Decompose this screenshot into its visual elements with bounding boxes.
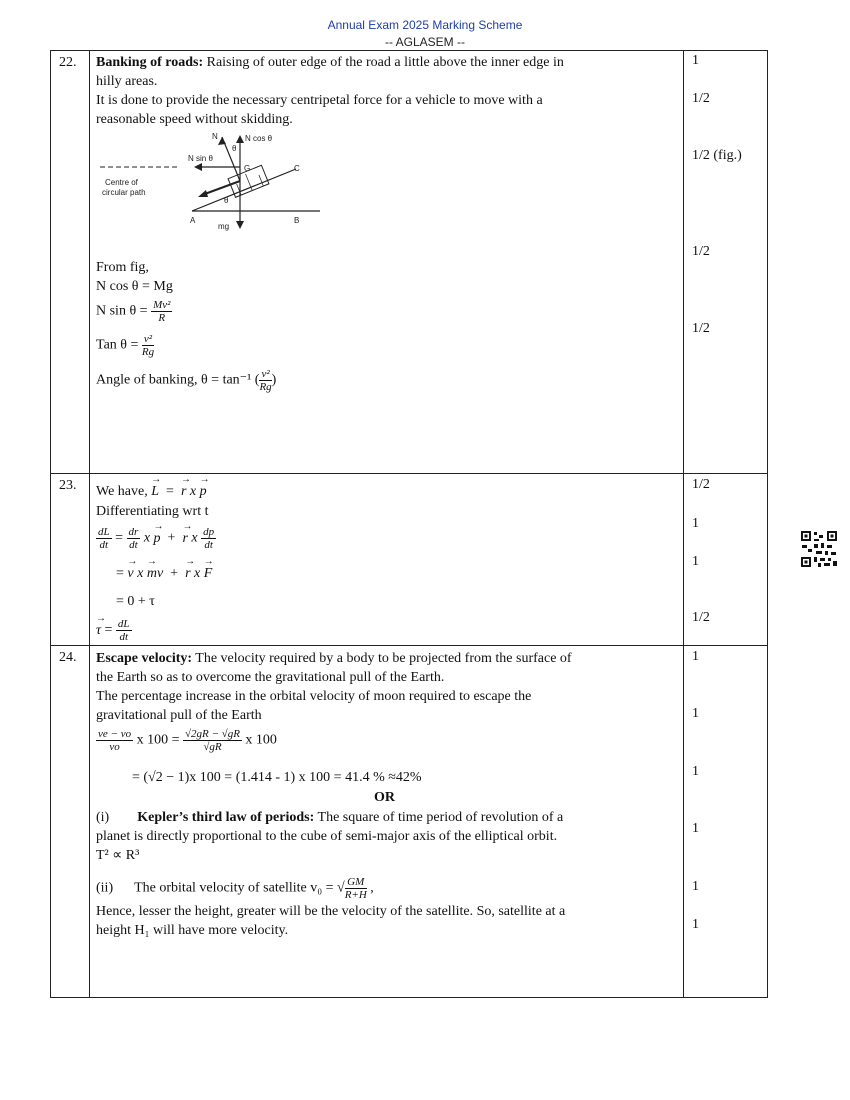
question-number: 24. <box>59 650 77 665</box>
kepler-law: T² ∝ R³ <box>96 848 140 863</box>
plus-sign: + <box>167 530 176 546</box>
dr-numerator: dr <box>128 526 139 538</box>
mark: 1 <box>692 706 699 721</box>
mark: 1/2 <box>692 91 710 106</box>
kepler-title: Kepler’s third law of periods: <box>137 810 315 825</box>
fig-label-c: C <box>294 164 300 173</box>
mark: 1 <box>692 764 699 779</box>
cross-sign: x <box>191 530 198 546</box>
eq3-lhs: Tan θ = <box>96 337 139 353</box>
we-have-text: We have, <box>96 484 148 499</box>
definition-line <box>96 649 572 668</box>
velocity-denominator: vo <box>109 741 120 753</box>
percentage-equation <box>96 728 277 753</box>
kepler-definition-2: planet is directly proportional to the cube of semi-major axis of the elliptical orbit. <box>96 829 558 844</box>
dl-dt-fraction <box>116 618 132 643</box>
angular-momentum-def <box>96 482 207 501</box>
times-100: x 100 = <box>136 732 180 748</box>
eq4-numerator: v² <box>259 368 271 381</box>
dt-denominator: dt <box>99 539 109 551</box>
dt-denominator: dt <box>204 539 213 551</box>
cross-sign: x <box>194 566 201 581</box>
question-number: 22. <box>59 55 77 70</box>
vector-l: → L <box>151 482 159 501</box>
mark: 1/2 <box>692 321 710 336</box>
orbital-velocity-text: The orbital velocity of satellite v₀ = <box>134 880 334 896</box>
question-row-24 <box>51 646 768 998</box>
fig-label-centre: Centre of <box>105 178 138 187</box>
mark: 1 <box>692 879 699 894</box>
term-title: Banking of roads: <box>96 55 204 70</box>
fig-label-nsin: N sin θ <box>188 154 213 163</box>
sqrt-fraction <box>183 728 242 753</box>
purpose-text-2: reasonable speed without skidding. <box>96 112 293 127</box>
eq3-numerator: v² <box>142 333 154 346</box>
mark: 1 <box>692 649 699 664</box>
gm-fraction <box>345 876 367 901</box>
calculation-result: = (√2 − 1)x 100 = (1.414 - 1) x 100 = 41.4 % ≈42% <box>132 770 422 785</box>
sqrt-denominator: √gR <box>203 741 222 753</box>
equation-1: N cos θ = Mg <box>96 279 173 294</box>
purpose-text: It is done to provide the necessary centripetal force for a vehicle to move with a <box>96 93 543 108</box>
marking-scheme-table <box>50 50 768 998</box>
mark: 1/2 (fig.) <box>692 148 742 163</box>
question-row-22 <box>51 51 768 474</box>
eq3-fraction <box>142 333 154 358</box>
definition-line <box>96 53 564 72</box>
fig-label-b: B <box>294 216 300 225</box>
cross-sign: x <box>189 484 197 499</box>
eq2-lhs: N sin θ = <box>96 303 148 319</box>
definition-text: The velocity required by a body to be projected from the surface of <box>192 651 572 666</box>
mark: 1/2 <box>692 610 710 625</box>
term-title: Escape velocity: <box>96 651 193 666</box>
zero-plus-tau: = 0 + τ <box>116 594 155 609</box>
vector-v: → v <box>127 564 133 583</box>
conclusion-text: Hence, lesser the height, greater will be the velocity of the satellite. So, satellite at a <box>96 904 566 919</box>
vector-p: → p <box>154 529 161 548</box>
vector-mv: → mv <box>147 564 163 583</box>
kepler-line <box>96 808 563 827</box>
dt-denominator: dt <box>129 539 138 551</box>
mark: 1 <box>692 516 699 531</box>
fig-label-circular-path: circular path <box>102 188 146 197</box>
gm-denominator: R+H <box>344 889 367 901</box>
qr-code-icon <box>800 530 838 568</box>
part-i-label: (i) <box>96 810 110 825</box>
eq2-numerator: Mv² <box>153 299 171 311</box>
part-ii-label: (ii) <box>96 880 114 896</box>
kepler-definition: The square of time period of revolution of a <box>314 810 564 825</box>
eq4-rhs: ) <box>271 372 277 388</box>
fig-label-ncos: N cos θ <box>245 134 273 143</box>
fig-label-g: G <box>244 164 251 173</box>
definition-text-2: the Earth so as to overcome the gravitational pull of the Earth. <box>96 670 445 685</box>
definition-text: Raising of outer edge of the road a little above the inner edge in <box>203 55 564 70</box>
eq2-fraction <box>151 299 172 324</box>
question-row-23 <box>51 474 768 646</box>
vector-f: → F <box>204 564 213 583</box>
eq4-fraction <box>259 368 271 393</box>
cross-sign: x <box>143 530 151 546</box>
dp-dt-fraction <box>201 526 216 551</box>
percentage-text: The percentage increase in the orbital velocity of moon required to escape the <box>96 689 532 704</box>
cross-sign: x <box>137 566 144 581</box>
mark: 1 <box>692 554 699 569</box>
gm-numerator: GM <box>345 876 367 889</box>
fig-label-mg: mg <box>218 222 230 231</box>
vector-tau: → τ <box>96 621 101 640</box>
equals-sign: = <box>166 484 174 499</box>
fig-label-n: N <box>212 133 218 141</box>
torque-equation: → τ = $\frac{dL}{dt}$ <box>96 618 132 643</box>
definition-text-2: hilly areas. <box>96 74 158 89</box>
mark: 1/2 <box>692 244 710 259</box>
eq3-denominator: Rg <box>141 346 155 358</box>
dl-numerator: dL <box>98 526 110 538</box>
vector-p: → p <box>200 482 207 501</box>
times-100-b: x 100 <box>245 732 277 748</box>
vector-r: → r <box>185 564 190 583</box>
question-number: 23. <box>59 478 77 493</box>
dl-numerator: dL <box>117 618 130 630</box>
substitution-equation: = → v x → mv + → r x → F <box>116 564 212 583</box>
derivative-equation: $\frac{dL}{dt}$ = $\frac{dr}{dt}$ x → p + → r x $\frac{dp}{dt}$ <box>96 526 216 551</box>
fig-label-theta-bottom: θ <box>224 196 229 205</box>
dr-dt-fraction <box>127 526 141 551</box>
dl-dt-fraction <box>96 526 112 551</box>
eq4-denominator: Rg <box>259 381 272 393</box>
or-separator: OR <box>374 790 395 805</box>
plus-sign: + <box>170 566 179 581</box>
equation-2 <box>96 299 172 324</box>
comma: , <box>370 880 374 896</box>
header-site: -- AGLASEM -- <box>384 35 465 49</box>
orbital-velocity-line: (ii) The orbital velocity of satellite v₀ = √ $\frac{GM}{R+H}$ , <box>96 876 374 901</box>
sqrt-numerator: √2gR − √gR <box>184 728 240 740</box>
velocity-ratio-fraction <box>96 728 133 753</box>
mark: 1 <box>692 821 699 836</box>
percentage-text-2: gravitational pull of the Earth <box>96 708 262 723</box>
vector-r: → r <box>181 482 186 501</box>
fig-label-a: A <box>190 216 196 225</box>
vector-r: → r <box>182 529 187 548</box>
differentiating-text: Differentiating wrt t <box>96 504 209 519</box>
fig-label-theta-top: θ <box>232 144 237 153</box>
eq2-denominator: R <box>158 312 166 324</box>
header-title: Annual Exam 2025 Marking Scheme <box>327 18 523 32</box>
banked-road-diagram <box>100 133 330 233</box>
equation-3 <box>96 333 154 358</box>
conclusion-text-2: height H₁ will have more velocity. <box>96 923 289 938</box>
mark: 1 <box>692 917 699 932</box>
velocity-numerator: ve − vo <box>98 728 132 740</box>
mark: 1 <box>692 53 699 68</box>
eq4-lhs: Angle of banking, θ = tan⁻¹ ( <box>96 372 260 388</box>
dt-denominator: dt <box>119 631 129 643</box>
mark: 1/2 <box>692 477 710 492</box>
from-fig-text: From fig, <box>96 260 149 275</box>
equation-4 <box>96 368 276 393</box>
dp-numerator: dp <box>203 526 215 538</box>
